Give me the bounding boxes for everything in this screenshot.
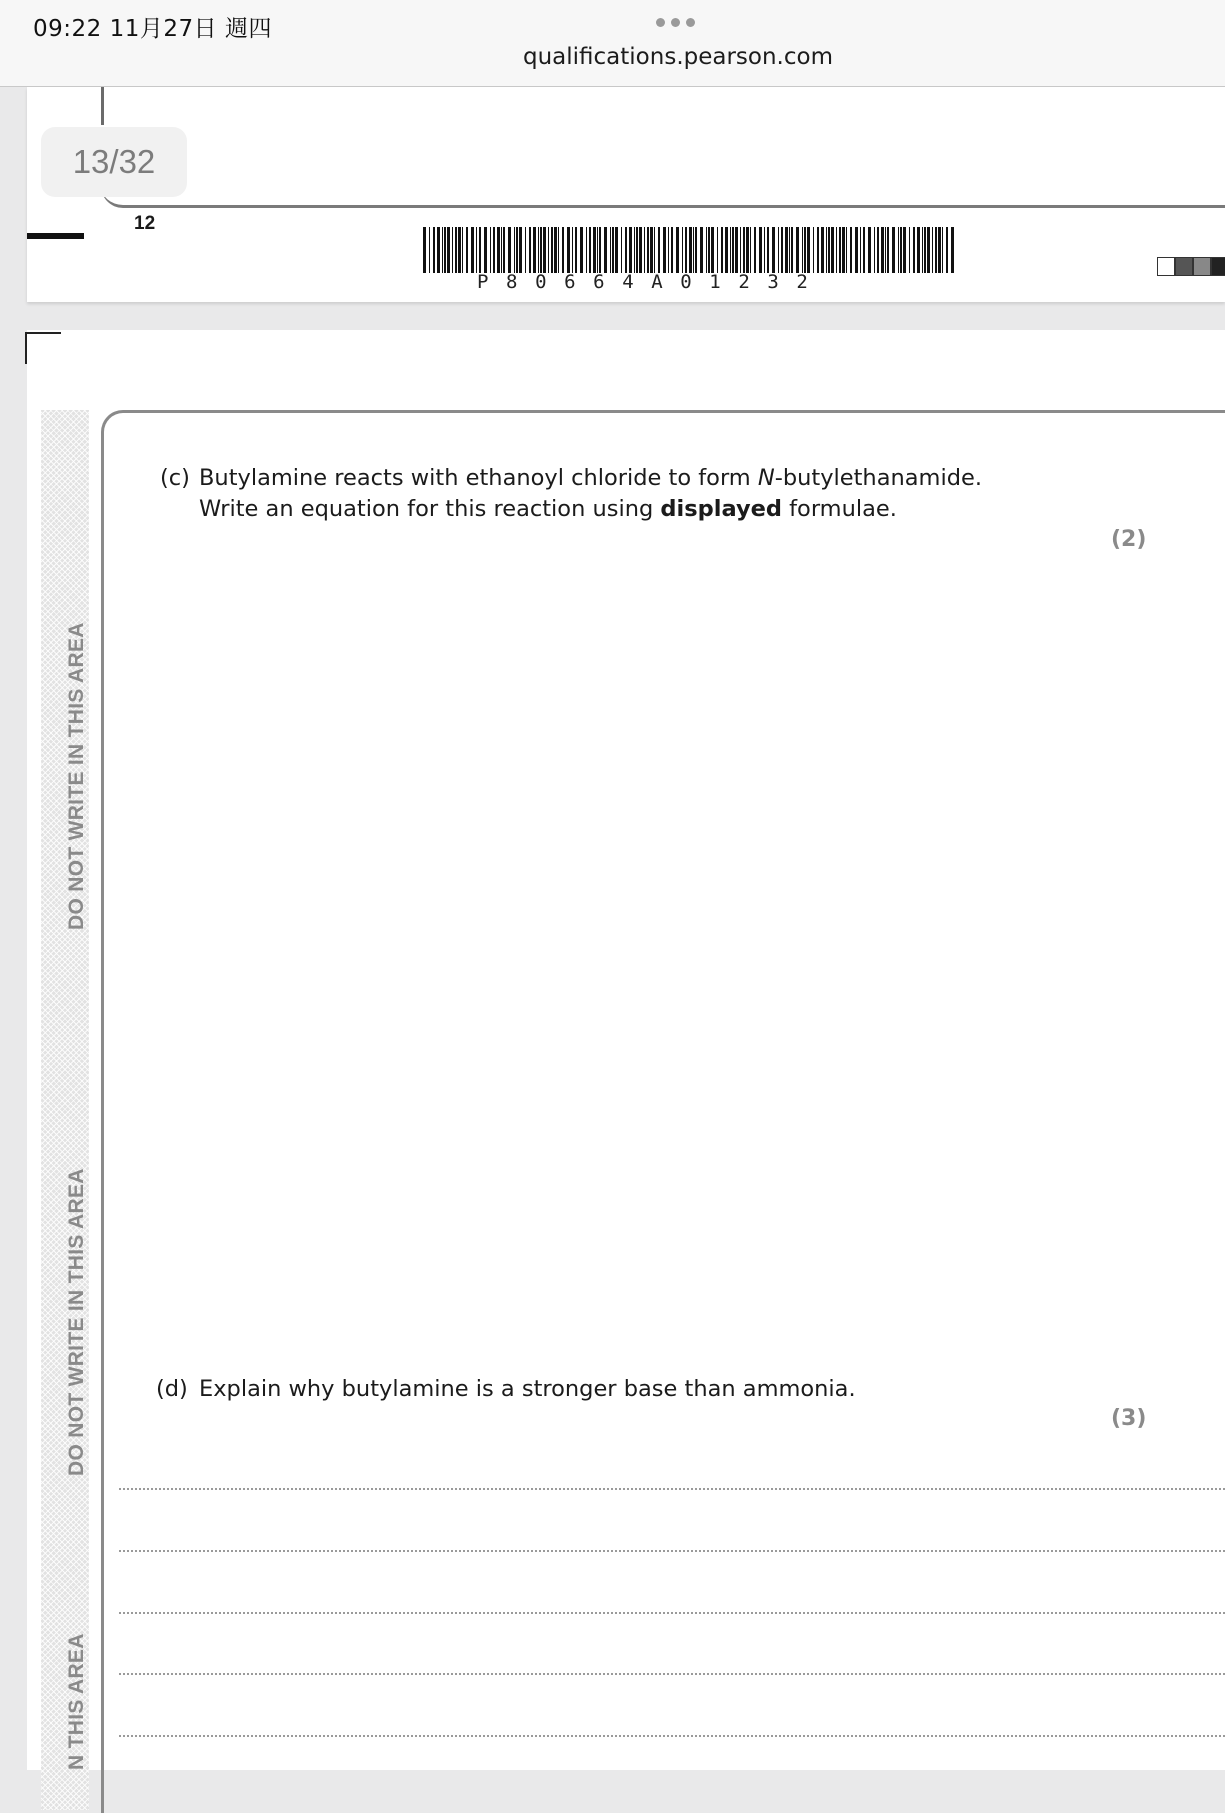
ellipsis-icon[interactable]: [656, 18, 695, 27]
answer-frame-bottom: [101, 107, 1225, 208]
margin-warning: DO NOT WRITE IN THIS AREA: [65, 1168, 88, 1476]
answer-line[interactable]: [119, 1735, 1225, 1737]
status-time-date: 09:22 11月27日 週四: [33, 16, 272, 42]
barcode: [421, 227, 957, 273]
margin-hatched-strip: [41, 410, 89, 1810]
address-bar-url[interactable]: qualifications.pearson.com: [523, 44, 833, 70]
question-d-marks: (3): [1111, 1406, 1147, 1431]
corner-crop-mark: [25, 332, 61, 364]
question-c-line1: Butylamine reacts with ethanoyl chloride to form N-butylethanamide.: [199, 465, 982, 491]
margin-warning: DO NOT WRITE IN THIS AREA: [65, 622, 88, 930]
answer-line[interactable]: [119, 1673, 1225, 1675]
browser-top-bar: [0, 0, 1225, 87]
question-d-text: Explain why butylamine is a stronger base than ammonia.: [199, 1376, 856, 1402]
current-page: [27, 330, 1225, 1770]
answer-frame: [101, 410, 1225, 1813]
answer-line[interactable]: [119, 1488, 1225, 1490]
margin-warning: N THIS AREA: [65, 1633, 88, 1770]
answer-line[interactable]: [119, 1550, 1225, 1552]
answer-line[interactable]: [119, 1612, 1225, 1614]
page-counter: 13/32: [41, 127, 187, 197]
previous-page: [27, 87, 1225, 302]
question-c-label: (c): [160, 465, 190, 491]
registration-mark: [27, 233, 84, 239]
barcode-digits: P80664A01232: [477, 271, 826, 293]
page-number: 12: [134, 213, 156, 234]
question-d-label: (d): [156, 1376, 188, 1402]
question-c-marks: (2): [1111, 527, 1147, 552]
page-marker-boxes: [1157, 257, 1225, 276]
question-c-line2: Write an equation for this reaction using displayed formulae.: [199, 496, 897, 522]
